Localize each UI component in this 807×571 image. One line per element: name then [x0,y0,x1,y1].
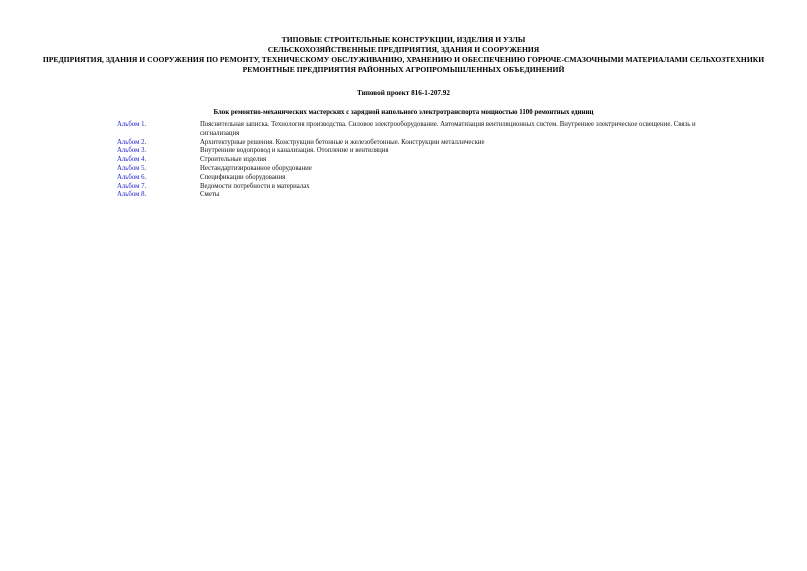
album-row-3 [117,147,717,156]
album-row-1 [117,121,717,139]
album-link-5[interactable]: Альбом 5. [117,164,147,172]
album-list [117,121,717,200]
album-link-8[interactable]: Альбом 8. [117,191,147,199]
album-link-7[interactable]: Альбом 7. [117,182,147,190]
album-link-4[interactable]: Альбом 4. [117,156,147,164]
header-line-1: ТИПОВЫЕ СТРОИТЕЛЬНЫЕ КОНСТРУКЦИИ, ИЗДЕЛИЯ И УЗЛЫ [281,35,526,44]
album-description-1: Пояснительная записка. Технология производства. Силовое электрооборудование. Автоматизация вентиляционных систем. Внутреннее электрическое освещение. Связь и сигнализация [200,121,696,137]
album-link-1[interactable]: Альбом 1. [117,121,147,128]
album-row-5 [117,165,717,174]
document-header [30,35,777,75]
album-description-7: Ведомости потребности в материалах [200,182,310,190]
album-description-6: Спецификации оборудования [200,173,286,181]
project-block-title: Блок ремонтно-механических мастерских с зарядной напольного электротранспорта мощностью 1100 ремонтных единиц [213,109,594,116]
album-description-2: Архитектурные решения. Конструкции бетонные и железобетонные. Конструкции металлические [200,138,485,146]
album-row-8 [117,191,717,200]
album-link-3[interactable]: Альбом 3. [117,147,147,155]
album-row-4 [117,156,717,165]
album-row-2 [117,139,717,148]
album-description-8: Сметы [200,191,220,199]
album-link-6[interactable]: Альбом 6. [117,173,147,181]
header-line-3: ПРЕДПРИЯТИЯ, ЗДАНИЯ И СООРУЖЕНИЯ ПО РЕМОНТУ, ТЕХНИЧЕСКОМУ ОБСЛУЖИВАНИЮ, ХРАНЕНИЮ И ОБЕСПЕЧЕНИЮ ГОРЮЧЕ-СМАЗОЧНЫМИ МАТЕРИАЛАМИ СЕЛЬХОЗТЕХНИКИ [42,55,765,64]
header-line-2: СЕЛЬСКОХОЗЯЙСТВЕННЫЕ ПРЕДПРИЯТИЯ, ЗДАНИЯ И СООРУЖЕНИЯ [267,45,540,54]
album-link-2[interactable]: Альбом 2. [117,138,147,146]
header-line-4: РЕМОНТНЫЕ ПРЕДПРИЯТИЯ РАЙОННЫХ АГРОПРОМЫШЛЕННЫХ ОБЪЕДИНЕНИЙ [242,65,565,74]
album-description-3: Внутренние водопровод и канализация. Отопление и вентиляция [200,147,389,155]
album-description-5: Нестандартизированное оборудование [200,164,312,172]
album-description-4: Строительные изделия [200,156,267,164]
album-row-7 [117,183,717,192]
project-number: Типовой проект 816-1-207.92 [357,89,450,97]
album-row-6 [117,174,717,183]
